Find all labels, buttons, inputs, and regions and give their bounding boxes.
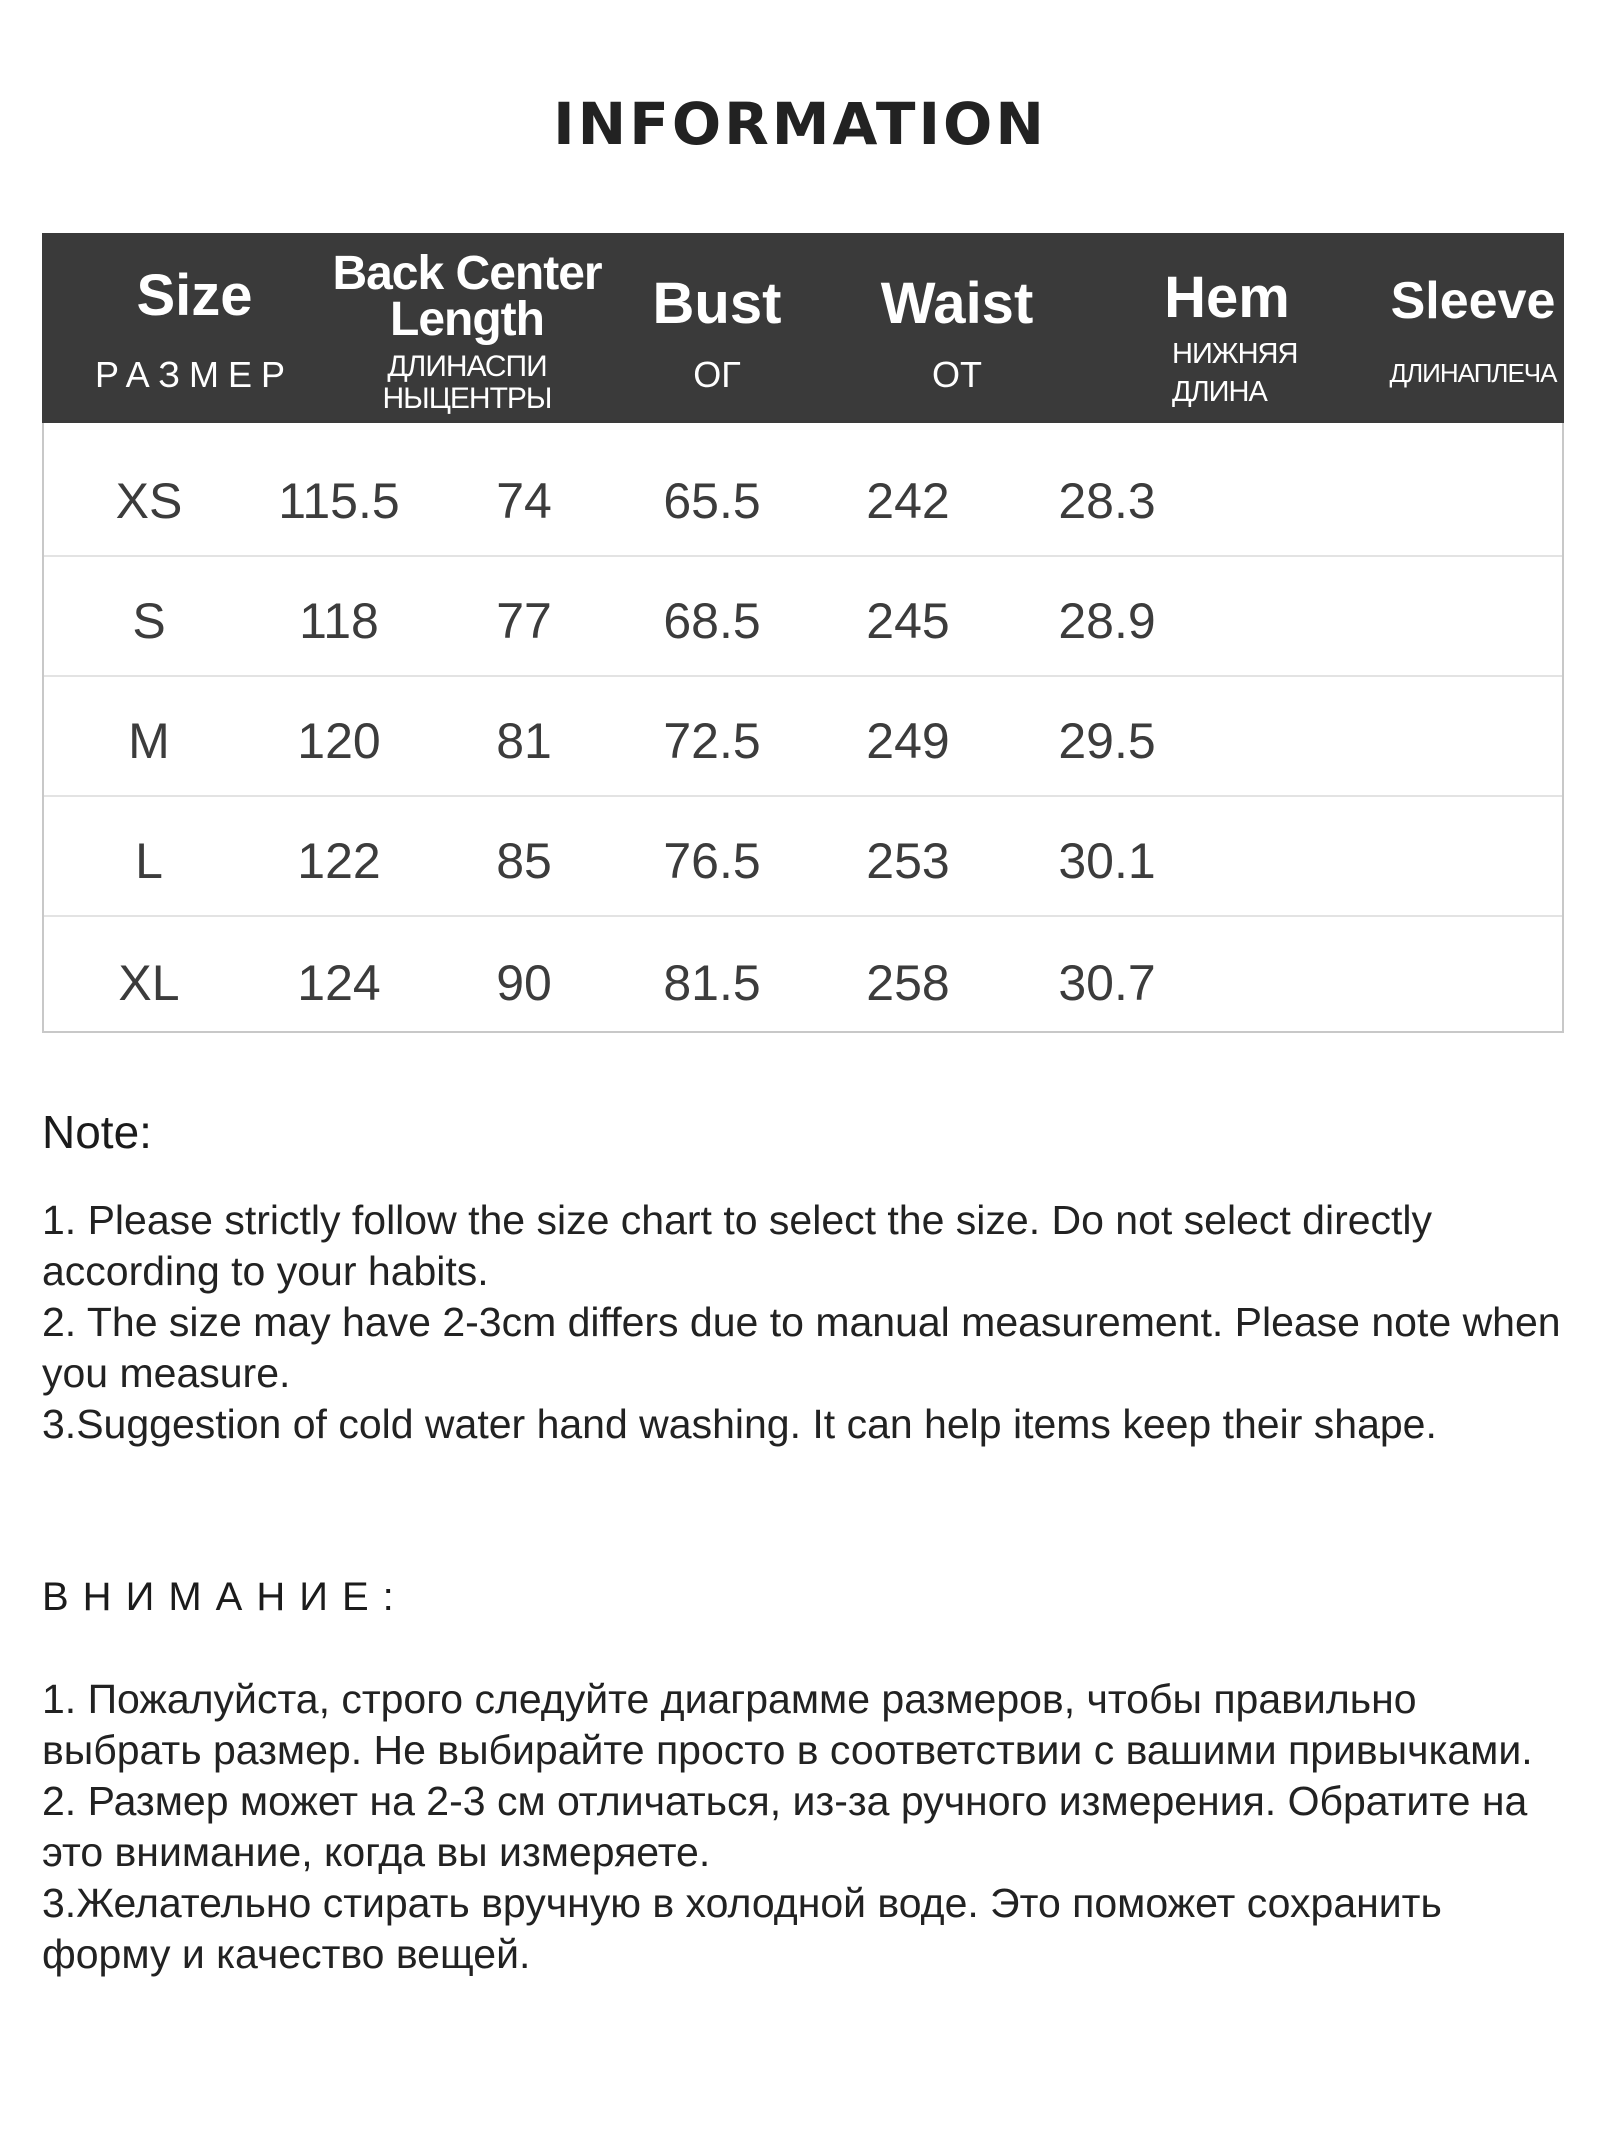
size-label-cell: S (132, 593, 166, 649)
measurement-cell: 72.5 (663, 713, 761, 769)
measurement-cell: 242 (866, 473, 950, 529)
measurement-cell: 28.9 (1058, 593, 1156, 649)
note-list (42, 1674, 1562, 1980)
measurement-cell: 81 (496, 713, 552, 769)
measurement-cell: 90 (496, 955, 552, 1011)
note-heading: Note: (42, 1106, 152, 1158)
measurement-cell: 253 (866, 833, 950, 889)
measurement-cell: 85 (496, 833, 552, 889)
column-header-ru: ДЛИНАСПИ НЫЦЕНТРЫ (382, 350, 552, 415)
measurement-cell: 81.5 (663, 955, 761, 1011)
note-item: 1. Please strictly follow the size chart to select the size. Do not select directly according to your habits. (42, 1197, 1433, 1294)
note-item: 3.Suggestion of cold water hand washing. It can help items keep their shape. (42, 1401, 1437, 1447)
column-header-en: Sleeve (1390, 272, 1556, 330)
note-item: 2. The size may have 2-3cm differs due to manual measurement. Please note when you measure. (42, 1299, 1561, 1396)
table-row (44, 797, 1562, 917)
size-chart-table (42, 233, 1564, 1033)
column-header-en: Waist (880, 271, 1034, 336)
column-header-ru: НИЖНЯЯ ДЛИНА (1172, 338, 1298, 408)
size-label-cell: L (135, 833, 163, 889)
table-row (44, 917, 1562, 1037)
note-item: 1. Пожалуйста, строго следуйте диаграмме размеров, чтобы правильно выбрать размер. Не выбирайте просто в соответствии с вашими привычками. (42, 1676, 1533, 1773)
column-header-waist (832, 233, 1082, 423)
note-item: 2. Размер может на 2-3 см отличаться, из-за ручного измерения. Обратите на это внимание, когда вы измеряете. (42, 1778, 1528, 1875)
table-row (44, 557, 1562, 677)
column-header-hem (1102, 233, 1352, 423)
measurement-cell: 249 (866, 713, 950, 769)
size-label-cell: XS (115, 473, 183, 529)
measurement-cell: 74 (496, 473, 552, 529)
note-item: 3.Желательно стирать вручную в холодной воде. Это поможет сохранить форму и качество вещей. (42, 1880, 1442, 1977)
column-header-ru: ДЛИНАПЛЕЧА (1389, 358, 1557, 388)
table-header (42, 233, 1564, 423)
measurement-cell: 29.5 (1058, 713, 1156, 769)
measurement-cell: 77 (496, 593, 552, 649)
measurement-cell: 124 (297, 955, 381, 1011)
measurement-cell: 122 (297, 833, 381, 889)
measurement-cell: 30.1 (1058, 833, 1156, 889)
note-russian (42, 1575, 1562, 1980)
size-label-cell: M (128, 713, 170, 769)
column-header-size (52, 233, 337, 423)
note-heading: ВНИМАНИЕ: (42, 1575, 408, 1619)
size-label-cell: XL (118, 955, 180, 1011)
column-header-en: Bust (652, 271, 782, 336)
column-header-en: Hem (1164, 265, 1290, 330)
column-header-ru: РАЗМЕР (95, 354, 294, 395)
column-header-bust (602, 233, 832, 423)
note-list (42, 1195, 1562, 1450)
measurement-cell: 68.5 (663, 593, 761, 649)
column-header-back-center-length (317, 233, 617, 423)
measurement-cell: 30.7 (1058, 955, 1156, 1011)
column-header-ru: ОГ (693, 354, 741, 395)
note-english (42, 1105, 1562, 1450)
measurement-cell: 120 (297, 713, 381, 769)
column-header-ru: ОТ (932, 354, 982, 395)
measurement-cell: 245 (866, 593, 950, 649)
measurement-cell: 118 (299, 593, 379, 649)
column-header-sleeve (1362, 233, 1584, 423)
measurement-cell: 28.3 (1058, 473, 1156, 529)
column-header-en: Back Center Length (332, 247, 602, 346)
measurement-cell: 65.5 (663, 473, 761, 529)
table-row (44, 423, 1562, 557)
measurement-cell: 258 (866, 955, 950, 1011)
measurement-cell: 115.5 (278, 473, 400, 529)
table-row (44, 677, 1562, 797)
measurement-cell: 76.5 (663, 833, 761, 889)
page-title: INFORMATION (553, 90, 1047, 158)
table-body (44, 423, 1562, 1037)
column-header-en: Size (136, 263, 253, 328)
